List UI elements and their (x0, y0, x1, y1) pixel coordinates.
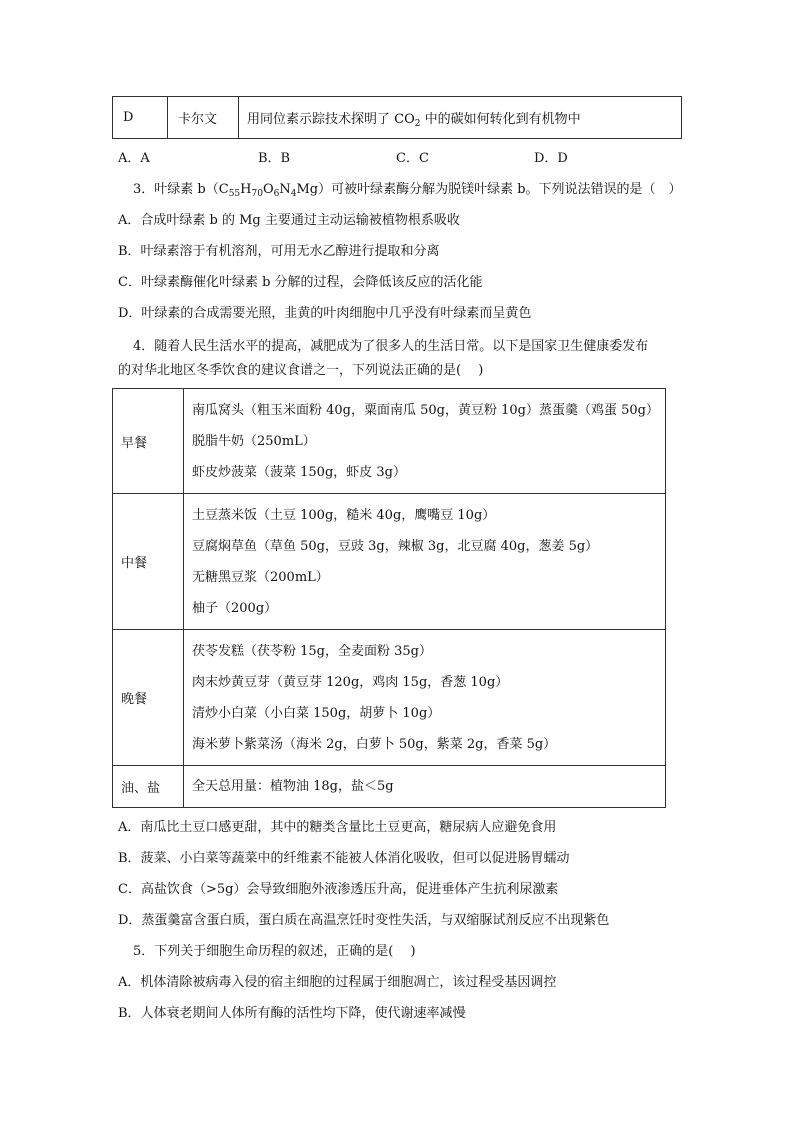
menu-item: 肉末炒黄豆芽（黄豆芽 120g，鸡肉 15g，香葱 10g） (192, 674, 509, 690)
q4-stem-line1: 4．随着人民生活水平的提高，减肥成为了很多人的生活日常。以下是国家卫生健康委发布 (133, 339, 649, 354)
q4-option-a: A．南瓜比土豆口感更甜，其中的糖类含量比土豆更高，糖尿病人应避免食用 (118, 820, 557, 835)
q3-stem: 3．叶绿素 $b(C_{55}H_{70}O_6N_4Mg)$可被叶绿素酶分解为脱镁叶绿素 b。下列说法错误的是（ ） (133, 182, 682, 199)
meal-label-oil-salt: 油、盐 (113, 766, 184, 808)
q5-option-a: A．机体清除被病毒入侵的宿主细胞的过程属于细胞凋亡，该过程受基因调控 (118, 975, 557, 990)
menu-item: 全天总用量：植物油 18g，盐＜5g (192, 779, 394, 794)
q4-option-d: D．蒸蛋羹富含蛋白质，蛋白质在高温烹饪时变性失活，与双缩脲试剂反应不出现紫色 (118, 913, 610, 928)
menu-item: 海米萝卜紫菜汤（海米 2g，白萝卜 50g，紫菜 2g，香菜 5g） (192, 736, 557, 752)
q4-option-c: C．高盐饮食（>5g）会导致细胞外液渗透压升高，促进垂体产生抗利尿激素 (118, 882, 559, 897)
meal-label-lunch: 中餐 (113, 494, 184, 630)
meal-items-breakfast (184, 389, 666, 494)
top-table-col1: D (113, 97, 168, 139)
q2-option-b: B．B (258, 151, 291, 166)
menu-item: 柚子（200g） (192, 600, 278, 616)
q3-option-d: D．叶绿素的合成需要光照，韭黄的叶肉细胞中几乎没有叶绿素而呈黄色 (118, 306, 532, 321)
top-table-col3: 用同位素示踪技术探明了 $CO_2$ 中的碳如何转化到有机物中 (239, 97, 682, 139)
meal-label-breakfast: 早餐 (113, 389, 184, 494)
q4-option-b: B．菠菜、小白菜等蔬菜中的纤维素不能被人体消化吸收，但可以促进肠胃蠕动 (118, 851, 570, 866)
q5-option-b: B．人体衰老期间人体所有酶的活性均下降，使代谢速率减慢 (118, 1006, 466, 1021)
q3-option-c: C．叶绿素酶催化叶绿素 b 分解的过程，会降低该反应的活化能 (118, 275, 483, 290)
top-answer-table (112, 96, 682, 139)
meal-items-oil-salt (184, 766, 666, 808)
menu-item: 虾皮炒菠菜（菠菜 150g，虾皮 3g） (192, 464, 406, 480)
menu-item: 清炒小白菜（小白菜 150g，胡萝卜 10g） (192, 705, 441, 721)
menu-item: 脱脂牛奶（250mL） (192, 433, 316, 449)
menu-item: 茯苓发糕（茯苓粉 15g，全麦面粉 35g） (192, 643, 432, 659)
q2-option-a: A．A (118, 151, 150, 166)
menu-item: 豆腐焖草鱼（草鱼 50g，豆豉 3g，辣椒 3g，北豆腐 40g，葱姜 5g） (192, 538, 599, 554)
diet-table (112, 388, 666, 808)
menu-item: 南瓜窝头（粗玉米面粉 40g，粟面南瓜 50g，黄豆粉 10g）蒸蛋羹（鸡蛋 50g） (192, 402, 659, 418)
meal-label-dinner: 晚餐 (113, 630, 184, 766)
menu-item: 无糖黑豆浆（200mL） (192, 569, 329, 585)
meal-items-dinner (184, 630, 666, 766)
meal-items-lunch (184, 494, 666, 630)
q5-stem: 5．下列关于细胞生命历程的叙述，正确的是( ) (133, 944, 416, 959)
q3-option-a: A．合成叶绿素 b 的 Mg 主要通过主动运输被植物根系吸收 (118, 213, 460, 228)
q3-option-b: B．叶绿素溶于有机溶剂，可用无水乙醇进行提取和分离 (118, 244, 440, 259)
q2-option-d: D．D (534, 151, 568, 166)
top-table-col2: 卡尔文 (168, 97, 239, 139)
q4-stem-line2: 的对华北地区冬季饮食的建议食谱之一，下列说法正确的是( ) (118, 363, 484, 378)
q2-option-c: C．C (396, 151, 429, 166)
menu-item: 土豆蒸米饭（土豆 100g，糙米 40g，鹰嘴豆 10g） (192, 507, 496, 523)
